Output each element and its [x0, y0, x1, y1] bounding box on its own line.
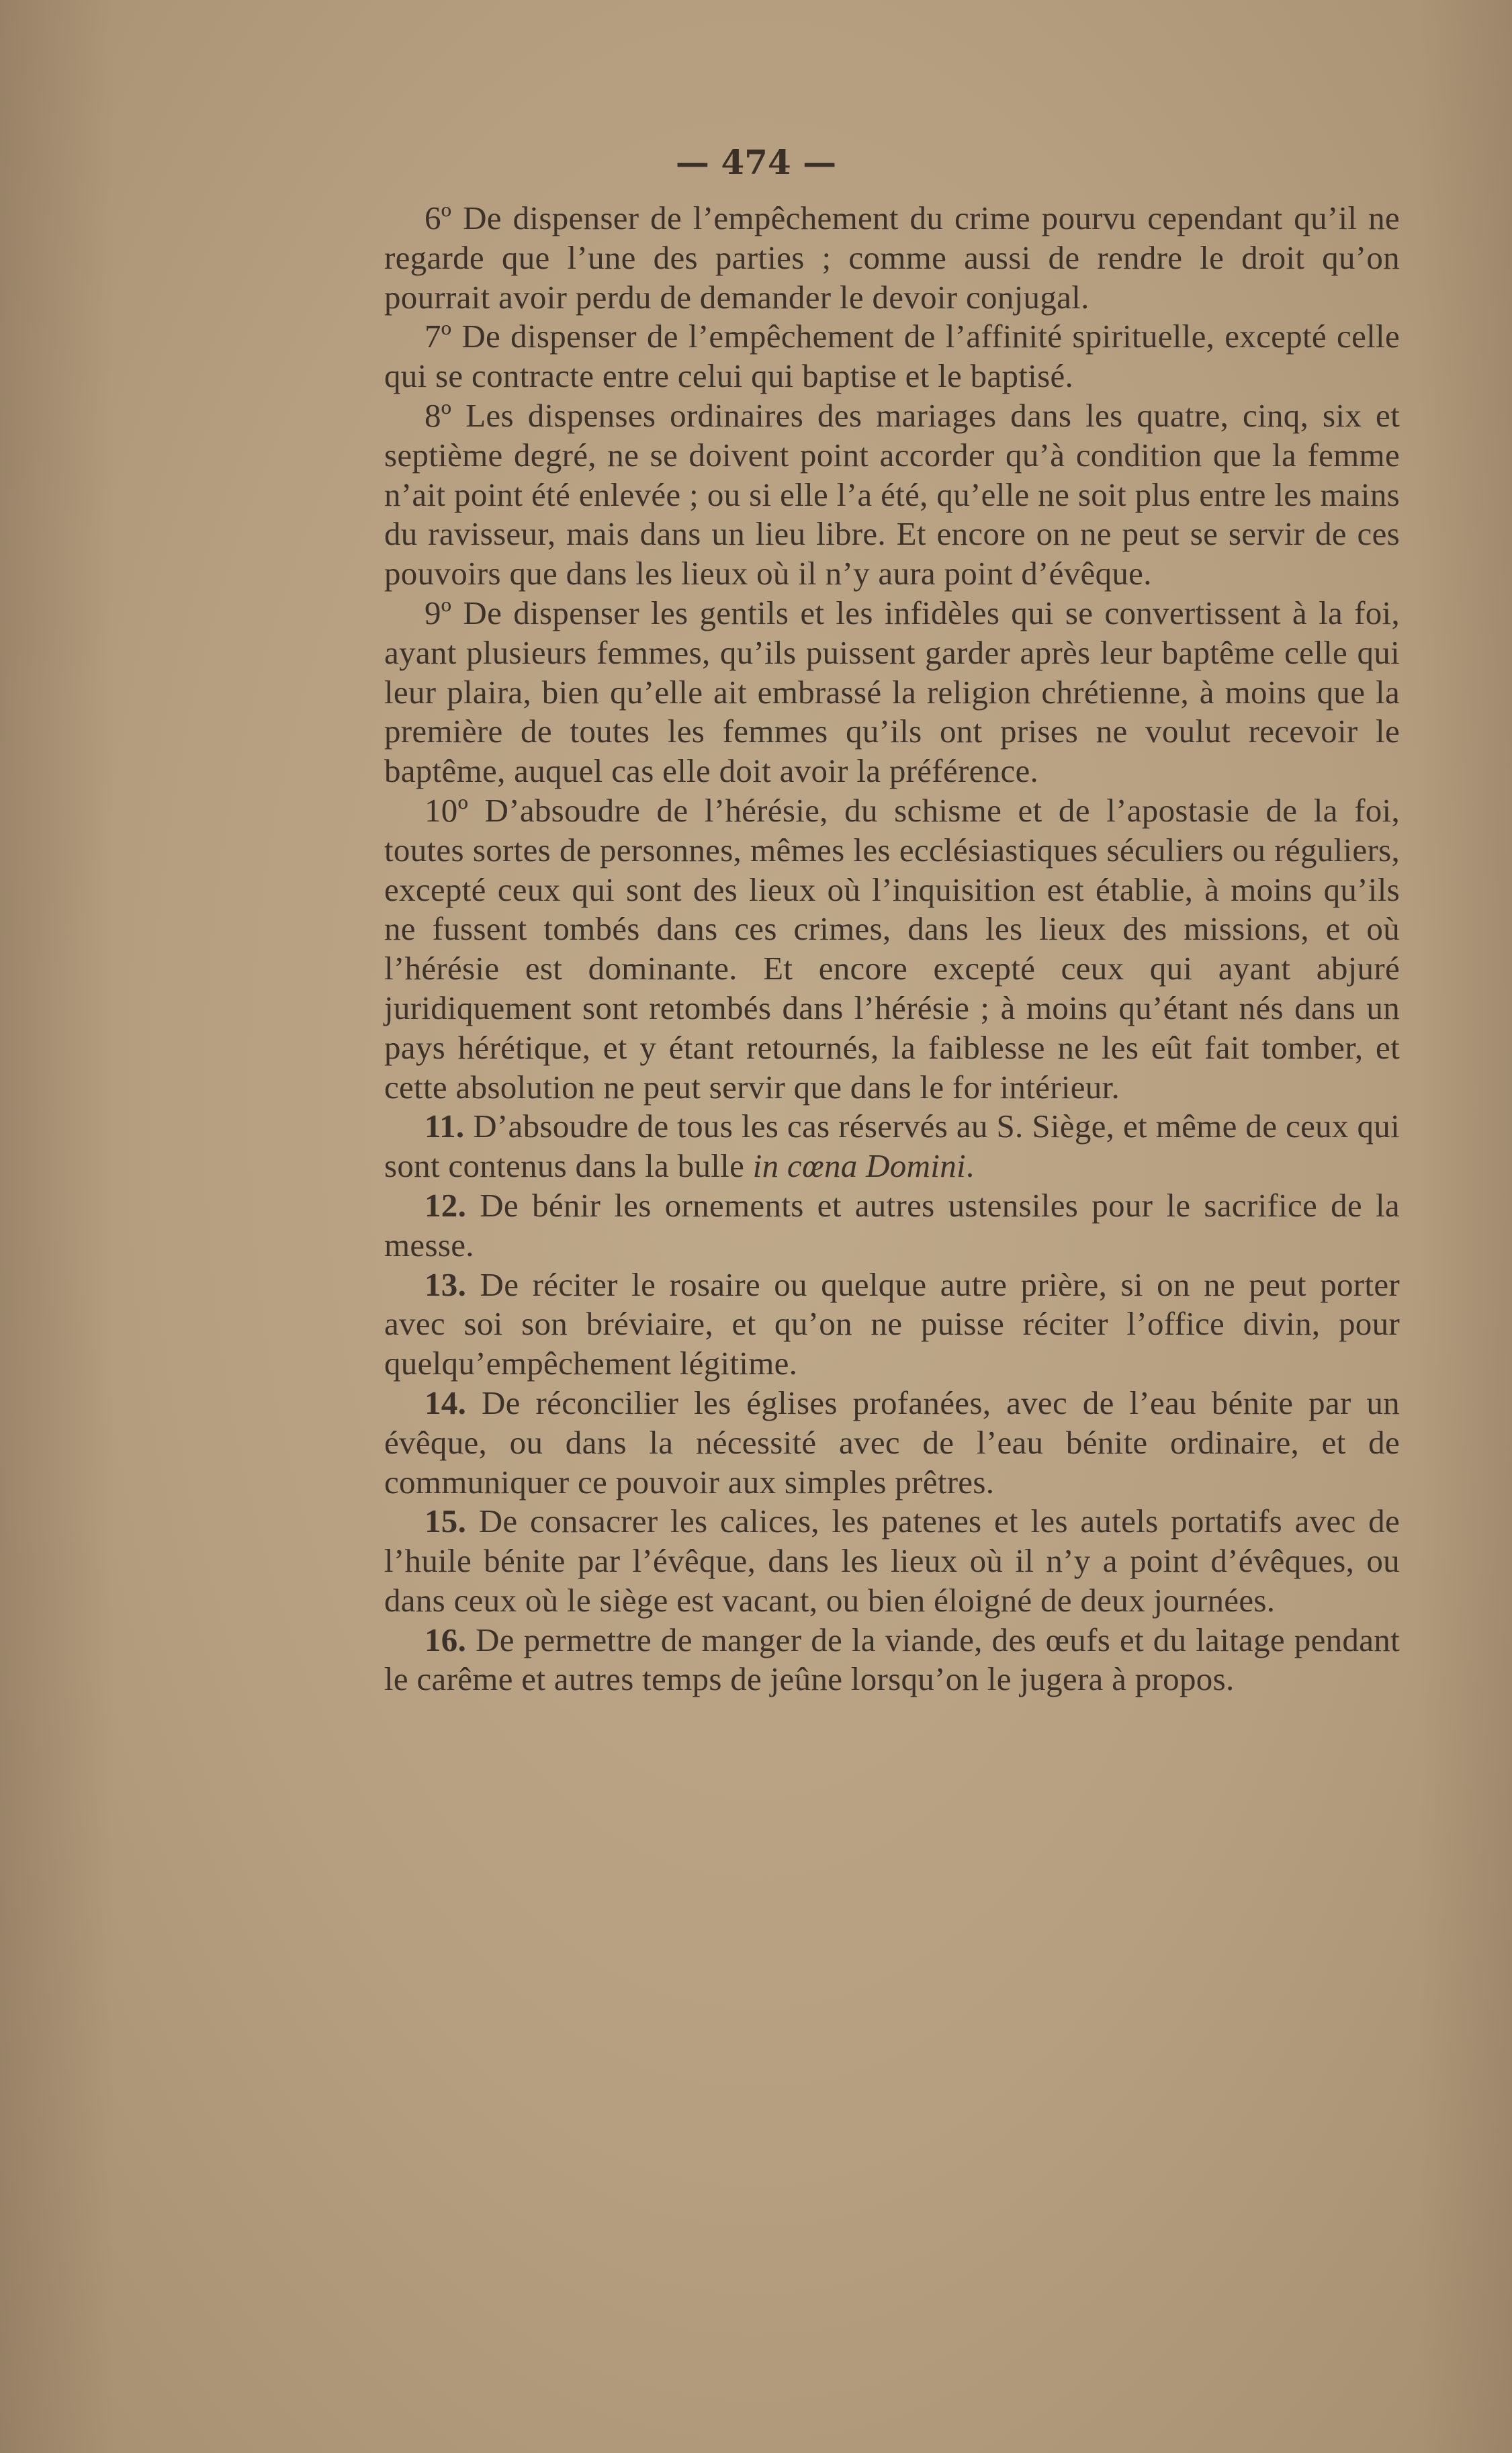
- latin-phrase: in cœna Domini: [752, 1147, 966, 1185]
- paragraph-11: [384, 1107, 1400, 1186]
- paragraph-10: [384, 791, 1400, 1107]
- paragraph-12: [384, 1186, 1400, 1265]
- paragraph-15: [384, 1502, 1400, 1620]
- paragraph-9: [384, 594, 1400, 791]
- paragraph-number: 12.: [425, 1186, 467, 1224]
- paragraph-text: 6º De dispenser de l’empêchement du crime pourvu cependant qu’il ne regarde que l’une des parties ; comme aussi de rendre le droit qu’on pourrait avoir perdu de demander le devoir conjugal.: [384, 199, 1400, 316]
- paragraph-text: 9º De dispenser les gentils et les infidèles qui se convertissent à la foi, ayant plusieurs femmes, qu’ils puissent garder après leur baptême celle qui leur plaira, bien qu’elle ait embrassé la religion chrétienne, à moins que la première de toutes les femmes qu’ils ont prises ne voulut recevoir le baptême, auquel cas elle doit avoir la préférence.: [384, 594, 1400, 790]
- paragraph-text: De consacrer les calices, les patenes et les autels portatifs avec de l’huile bénite par l’évêque, dans les lieux où il n’y a point d’évêques, ou dans ceux où le siège est vacant, ou bien éloigné de deux journées.: [384, 1503, 1400, 1619]
- paragraph-number: 14.: [425, 1384, 467, 1421]
- paragraph-text: De permettre de manger de la viande, des œufs et du laitage pendant le carême et autres temps de jeûne lorsqu’on le jugera à propos.: [384, 1621, 1400, 1698]
- paragraph-text: D’absoudre de tous les cas réservés au S. Siège, et même de ceux qui sont contenus dans la bulle: [384, 1108, 1400, 1185]
- paragraph-number: 13.: [425, 1265, 467, 1303]
- paragraph-text: De réconcilier les églises profanées, avec de l’eau bénite par un évêque, ou dans la nécessité avec de l’eau bénite ordinaire, et de communiquer ce pouvoir aux simples prêtres.: [384, 1384, 1400, 1501]
- paragraph-text: De réciter le rosaire ou quelque autre prière, si on ne peut porter avec soi son bréviaire, et qu’on ne puisse réciter l’office divin, pour quelqu’empêchement légitime.: [384, 1265, 1400, 1382]
- paragraph-text: De bénir les ornements et autres ustensiles pour le sacrifice de la messe.: [384, 1186, 1400, 1263]
- paragraph-6: [384, 199, 1400, 317]
- paragraph-14: [384, 1384, 1400, 1502]
- paragraph-number: 15.: [425, 1503, 467, 1540]
- page-number: — 474 —: [675, 142, 837, 182]
- paragraph-number: 16.: [425, 1621, 467, 1658]
- paragraph-text-end: .: [965, 1147, 975, 1185]
- paragraph-7: [384, 317, 1400, 396]
- paragraph-number: 11.: [425, 1108, 465, 1145]
- paragraph-text: 8º Les dispenses ordinaires des mariages dans les quatre, cinq, six et septième degré, ne se doivent point accorder qu’à condition que la femme n’ait point été enlevée ; ou si elle l’a été, qu’elle ne soit plus entre les mains du ravisseur, mais dans un lieu libre. Et encore on ne peut se servir de ces pouvoirs que dans les lieux où il n’y aura point d’évêque.: [384, 396, 1400, 592]
- paragraph-8: [384, 396, 1400, 594]
- paragraph-16: [384, 1621, 1400, 1700]
- paragraph-text: 7º De dispenser de l’empêchement de l’affinité spirituelle, excepté celle qui se contracte entre celui qui baptise et le baptisé.: [384, 318, 1400, 395]
- paragraph-text: 10º D’absoudre de l’hérésie, du schisme et de l’apostasie de la foi, toutes sortes de personnes, mêmes les ecclésiastiques séculiers ou réguliers, excepté ceux qui sont des lieux où l’inquisition est établie, à moins qu’ils ne fussent tombés dans ces crimes, dans les lieux des missions, et où l’hérésie est dominante. Et encore excepté ceux qui ayant abjuré juridiquement sont retombés dans l’hérésie ; à moins qu’étant nés dans un pays hérétique, et y étant retournés, la faiblesse ne les eût fait tomber, et cette absolution ne peut servir que dans le for intérieur.: [384, 791, 1400, 1106]
- paragraph-13: [384, 1265, 1400, 1384]
- page-body: [384, 199, 1400, 1699]
